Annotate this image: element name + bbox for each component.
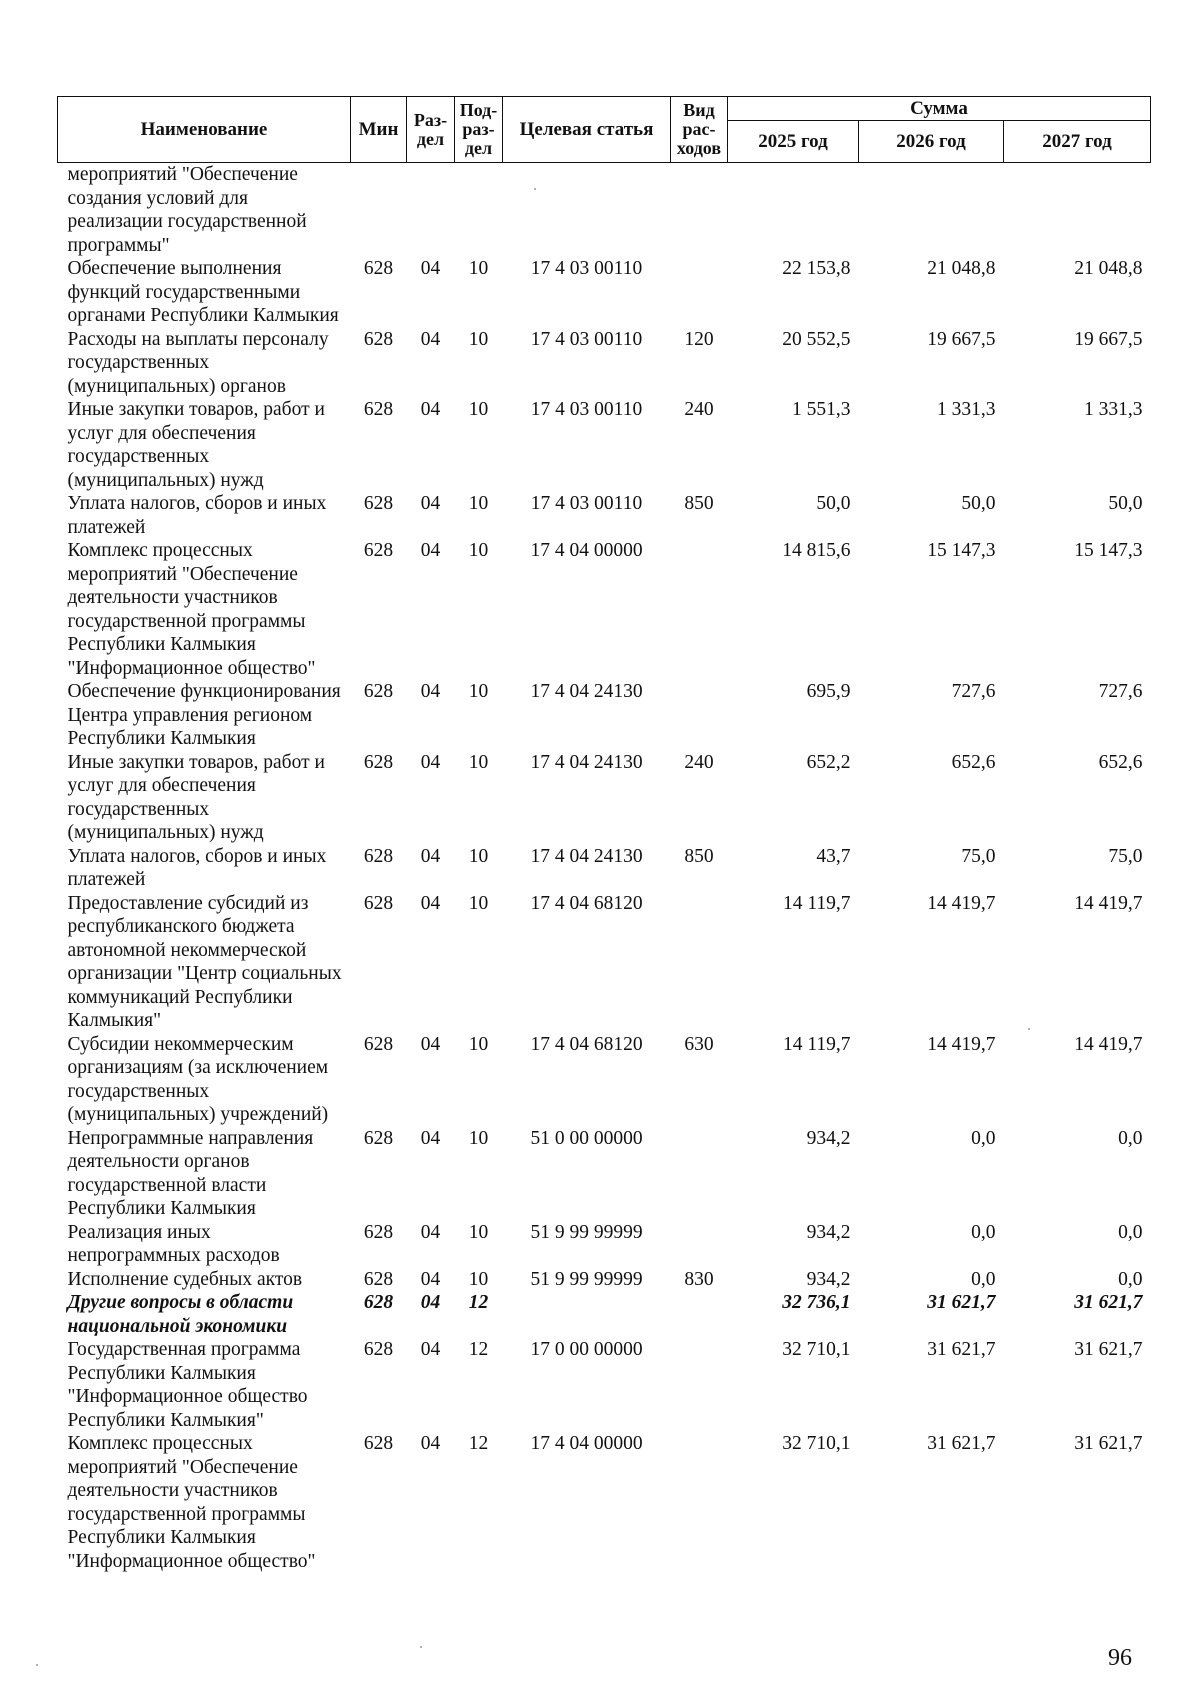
cell-2026: 727,6 <box>951 681 996 702</box>
cell-2026: 21 048,8 <box>927 258 996 279</box>
cell-2025: 43,7 <box>816 845 851 867</box>
scan-speck <box>420 1646 422 1648</box>
cell-name: Предоставление субсидий из республиканского бюджета автономной некоммерческой организации "Центр социальных коммуникаций Республики Калмыкия" <box>67 892 342 1031</box>
cell-name: Иные закупки товаров, работ и услуг для обеспечения государственных (муниципальных) нужд <box>67 751 325 843</box>
cell-2025: 32 736,1 <box>782 1292 851 1313</box>
cell-vid: 240 <box>684 399 714 420</box>
cell-2027: 727,6 <box>1098 681 1143 702</box>
cell-name: Комплекс процессных мероприятий "Обеспечение деятельности участников государственной программы Республики Калмыкия "Информационное общество" <box>67 1433 316 1572</box>
cell-name: Субсидии некоммерческим организациям (за исключением государственных (муниципальных) учреждений) <box>67 1033 329 1125</box>
cell-podrazdel: 10 <box>468 493 489 514</box>
cell-2027 <box>1004 163 1151 258</box>
cell-vid <box>671 1221 728 1268</box>
cell-2025: 14 119,7 <box>782 1033 851 1055</box>
cell-min: 628 <box>363 1127 394 1149</box>
table-row <box>58 492 1151 539</box>
cell-min: 628 <box>363 845 394 867</box>
cell-vid <box>671 539 728 680</box>
cell-2025 <box>728 163 859 258</box>
cell-min: 628 <box>363 493 394 514</box>
cell-2027: 21 048,8 <box>1074 258 1143 279</box>
cell-podrazdel: 10 <box>468 258 489 279</box>
table-header <box>58 97 1151 163</box>
header-podrazdel: Под-раз-дел <box>455 97 503 163</box>
cell-2027: 652,6 <box>1098 751 1143 773</box>
cell-2026: 0,0 <box>971 1221 996 1243</box>
cell-min: 628 <box>363 1033 394 1055</box>
header-target: Целевая статья <box>503 97 671 163</box>
header-min: Мин <box>351 97 407 163</box>
cell-min <box>351 163 407 258</box>
cell-podrazdel <box>455 163 503 258</box>
cell-vid: 830 <box>684 1268 714 1290</box>
table-row <box>58 1268 1151 1292</box>
cell-vid <box>671 257 728 328</box>
table-row <box>58 892 1151 1033</box>
cell-target: 51 9 99 99999 <box>530 1268 643 1290</box>
cell-razdel: 04 <box>420 493 441 514</box>
table-row <box>58 1127 1151 1221</box>
cell-min: 628 <box>363 1292 394 1313</box>
scan-speck <box>534 188 536 190</box>
table-row <box>58 1221 1151 1268</box>
table-row <box>58 163 1151 258</box>
cell-2027: 31 621,7 <box>1074 1433 1143 1454</box>
cell-2025: 934,2 <box>806 1268 851 1290</box>
cell-razdel: 04 <box>420 1292 441 1313</box>
header-name: Наименование <box>58 97 351 163</box>
cell-name: Обеспечение функционирования Центра управления регионом Республики Калмыкия <box>67 681 341 749</box>
cell-target: 17 4 04 00000 <box>530 540 643 561</box>
cell-vid <box>671 1127 728 1221</box>
table-row <box>58 751 1151 845</box>
header-vid: Вид рас-ходов <box>671 97 728 163</box>
cell-vid: 240 <box>684 751 714 773</box>
cell-2027: 1 331,3 <box>1084 399 1143 420</box>
table-row <box>58 1338 1151 1432</box>
cell-2027: 14 419,7 <box>1074 892 1143 914</box>
cell-razdel: 04 <box>420 1033 441 1055</box>
header-sum: Сумма <box>728 97 1151 121</box>
scan-speck <box>1028 1028 1030 1030</box>
cell-razdel: 04 <box>420 1339 441 1360</box>
table-row-section <box>58 1291 1151 1338</box>
cell-2027: 0,0 <box>1118 1221 1143 1243</box>
cell-2026: 0,0 <box>971 1268 996 1290</box>
cell-min: 628 <box>363 1268 394 1290</box>
header-year-2025: 2025 год <box>728 121 859 163</box>
cell-min: 628 <box>363 399 394 420</box>
cell-target <box>503 1291 671 1338</box>
cell-podrazdel: 10 <box>468 540 489 561</box>
header-year-2027: 2027 год <box>1004 121 1151 163</box>
cell-name: мероприятий "Обеспечение создания условий для реализации государственной программы" <box>67 164 307 256</box>
cell-2025: 695,9 <box>806 681 851 702</box>
cell-name: Комплекс процессных мероприятий "Обеспечение деятельности участников государственной программы Республики Калмыкия "Информационное общество" <box>67 540 316 679</box>
cell-name: Уплата налогов, сборов и иных платежей <box>67 493 327 538</box>
cell-2026: 15 147,3 <box>927 540 996 561</box>
cell-2026: 19 667,5 <box>927 328 996 350</box>
cell-name: Расходы на выплаты персоналу государственных (муниципальных) органов <box>67 328 329 397</box>
cell-2027: 0,0 <box>1118 1268 1143 1290</box>
cell-2026: 652,6 <box>951 751 996 773</box>
cell-podrazdel: 12 <box>468 1339 489 1360</box>
cell-vid: 850 <box>684 845 714 867</box>
table-row <box>58 257 1151 328</box>
cell-target: 17 4 03 00110 <box>530 493 643 514</box>
cell-razdel: 04 <box>420 845 441 867</box>
cell-target <box>503 163 671 258</box>
cell-razdel: 04 <box>420 1268 441 1290</box>
table-row <box>58 1432 1151 1573</box>
cell-2027: 14 419,7 <box>1074 1033 1143 1055</box>
cell-target: 17 4 04 24130 <box>530 751 643 773</box>
cell-podrazdel: 12 <box>468 1433 489 1454</box>
cell-2025: 934,2 <box>806 1127 851 1149</box>
cell-name: Непрограммные направления деятельности органов государственной власти Республики Калмыкия <box>67 1127 314 1219</box>
cell-2027: 15 147,3 <box>1074 540 1143 561</box>
cell-vid <box>671 163 728 258</box>
cell-min: 628 <box>363 1221 394 1243</box>
cell-2027: 50,0 <box>1108 493 1143 514</box>
cell-2026: 31 621,7 <box>927 1292 996 1313</box>
cell-2025: 32 710,1 <box>782 1433 851 1454</box>
cell-target: 17 4 03 00110 <box>530 258 643 279</box>
cell-vid <box>671 1338 728 1432</box>
cell-target: 51 9 99 99999 <box>530 1221 643 1243</box>
cell-2025: 50,0 <box>816 493 851 514</box>
cell-min: 628 <box>363 892 394 914</box>
cell-name: Другие вопросы в области национальной экономики <box>67 1292 294 1337</box>
cell-target: 17 4 04 68120 <box>530 1033 643 1055</box>
table-body <box>58 163 1151 1574</box>
cell-2025: 1 551,3 <box>792 399 851 420</box>
cell-podrazdel: 10 <box>468 328 489 350</box>
cell-razdel: 04 <box>420 1127 441 1149</box>
cell-name: Государственная программа Республики Калмыкия "Информационное общество Республики Калмыкия" <box>67 1339 308 1431</box>
cell-2027: 19 667,5 <box>1074 328 1143 350</box>
cell-name: Уплата налогов, сборов и иных платежей <box>67 845 327 890</box>
cell-name: Обеспечение выполнения функций государственными органами Республики Калмыкия <box>67 258 339 326</box>
table-row <box>58 539 1151 680</box>
cell-target: 17 4 04 24130 <box>530 845 643 867</box>
table-row <box>58 845 1151 892</box>
cell-vid: 630 <box>684 1033 714 1055</box>
header-year-2026: 2026 год <box>859 121 1004 163</box>
cell-2026: 1 331,3 <box>937 399 996 420</box>
cell-razdel: 04 <box>420 681 441 702</box>
cell-podrazdel: 10 <box>468 845 489 867</box>
cell-2025: 934,2 <box>806 1221 851 1243</box>
cell-2027: 0,0 <box>1118 1127 1143 1149</box>
page-number: 96 <box>1108 1645 1132 1671</box>
cell-2025: 14 119,7 <box>782 892 851 914</box>
cell-min: 628 <box>363 1433 394 1454</box>
cell-name: Иные закупки товаров, работ и услуг для обеспечения государственных (муниципальных) нужд <box>67 399 325 491</box>
cell-min: 628 <box>363 681 394 702</box>
cell-2025: 22 153,8 <box>782 258 851 279</box>
cell-razdel: 04 <box>420 328 441 350</box>
cell-name: Исполнение судебных актов <box>67 1268 303 1290</box>
cell-razdel: 04 <box>420 1221 441 1243</box>
table-row <box>58 1033 1151 1127</box>
scan-speck <box>36 1664 38 1666</box>
header-razdel: Раз-дел <box>407 97 455 163</box>
table-row <box>58 328 1151 399</box>
cell-2026: 14 419,7 <box>927 1033 996 1055</box>
cell-target: 17 4 04 68120 <box>530 892 643 914</box>
cell-vid <box>671 680 728 751</box>
cell-podrazdel: 10 <box>468 1268 489 1290</box>
cell-podrazdel: 10 <box>468 681 489 702</box>
cell-min: 628 <box>363 328 394 350</box>
cell-2027: 31 621,7 <box>1074 1339 1143 1360</box>
cell-2026: 14 419,7 <box>927 892 996 914</box>
cell-vid: 850 <box>684 493 714 514</box>
cell-target: 17 4 03 00110 <box>530 399 643 420</box>
table-row <box>58 398 1151 492</box>
cell-target: 51 0 00 00000 <box>530 1127 643 1149</box>
budget-table <box>57 96 1151 1573</box>
cell-target: 17 4 04 00000 <box>530 1433 643 1454</box>
cell-razdel: 04 <box>420 540 441 561</box>
cell-target: 17 4 03 00110 <box>530 328 643 350</box>
cell-2026: 31 621,7 <box>927 1433 996 1454</box>
cell-podrazdel: 10 <box>468 399 489 420</box>
cell-podrazdel: 10 <box>468 892 489 914</box>
cell-min: 628 <box>363 258 394 279</box>
cell-2026 <box>859 163 1004 258</box>
cell-2026: 0,0 <box>971 1127 996 1149</box>
cell-2026: 50,0 <box>961 493 996 514</box>
cell-min: 628 <box>363 1339 394 1360</box>
cell-name: Реализация иных непрограммных расходов <box>67 1221 280 1266</box>
cell-podrazdel: 10 <box>468 1127 489 1149</box>
cell-2026: 31 621,7 <box>927 1339 996 1360</box>
table-row <box>58 680 1151 751</box>
cell-2025: 32 710,1 <box>782 1339 851 1360</box>
cell-razdel <box>407 163 455 258</box>
cell-2027: 31 621,7 <box>1074 1292 1143 1313</box>
cell-razdel: 04 <box>420 258 441 279</box>
cell-vid <box>671 1291 728 1338</box>
cell-target: 17 0 00 00000 <box>530 1339 643 1360</box>
cell-razdel: 04 <box>420 1433 441 1454</box>
cell-razdel: 04 <box>420 892 441 914</box>
cell-min: 628 <box>363 540 394 561</box>
cell-podrazdel: 10 <box>468 1033 489 1055</box>
cell-min: 628 <box>363 751 394 773</box>
cell-vid: 120 <box>684 328 714 350</box>
cell-2027: 75,0 <box>1108 845 1143 867</box>
cell-razdel: 04 <box>420 751 441 773</box>
cell-podrazdel: 10 <box>468 751 489 773</box>
cell-razdel: 04 <box>420 399 441 420</box>
cell-2025: 14 815,6 <box>782 540 851 561</box>
cell-2025: 20 552,5 <box>782 328 851 350</box>
cell-vid <box>671 892 728 1033</box>
cell-podrazdel: 12 <box>468 1292 489 1313</box>
cell-2025: 652,2 <box>806 751 851 773</box>
cell-target: 17 4 04 24130 <box>530 681 643 702</box>
cell-podrazdel: 10 <box>468 1221 489 1243</box>
cell-2026: 75,0 <box>961 845 996 867</box>
cell-vid <box>671 1432 728 1573</box>
